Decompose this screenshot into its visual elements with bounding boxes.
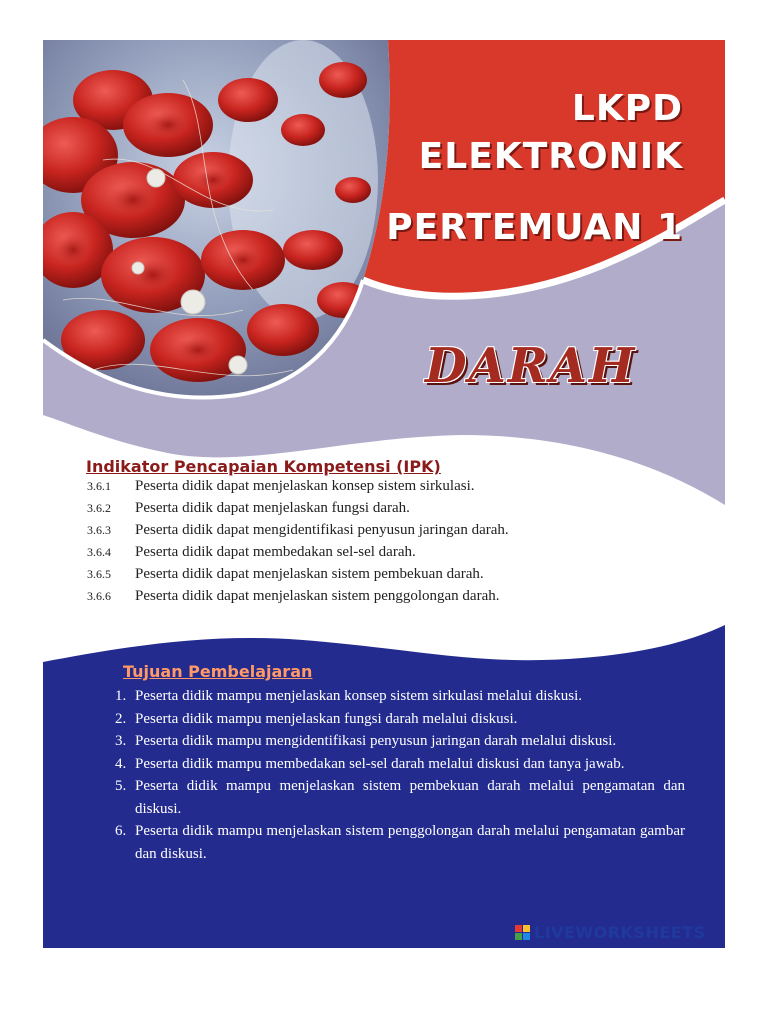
tujuan-text: Peserta didik mampu menjelaskan fungsi darah melalui diskusi. <box>135 710 518 727</box>
ipk-text: Peserta didik dapat menjelaskan konsep sistem sirkulasi. <box>135 478 475 494</box>
worksheet-cover-page <box>43 40 725 948</box>
ipk-text: Peserta didik dapat mengidentifikasi penyusun jaringan darah. <box>135 522 509 538</box>
logo-square <box>523 933 530 940</box>
ipk-text: Peserta didik dapat menjelaskan sistem pembekuan darah. <box>135 566 484 582</box>
tujuan-number: 3. <box>115 733 127 749</box>
ipk-number: 3.6.4 <box>87 545 111 559</box>
ipk-text: Peserta didik dapat membedakan sel-sel darah. <box>135 544 416 560</box>
tujuan-text: Peserta didik mampu membedakan sel-sel darah melalui diskusi dan tanya jawab. <box>135 755 625 772</box>
ipk-heading: Indikator Pencapaian Kompetensi (IPK) <box>86 457 441 476</box>
ipk-number: 3.6.2 <box>87 501 111 515</box>
ipk-text: Peserta didik dapat menjelaskan sistem penggolongan darah. <box>135 588 500 604</box>
logo-square <box>515 925 522 932</box>
title-lkpd: LKPD <box>571 88 683 129</box>
liveworksheets-watermark[interactable] <box>515 923 706 942</box>
tujuan-text: Peserta didik mampu mengidentifikasi penyusun jaringan darah melalui diskusi. <box>135 733 617 749</box>
watermark-text: LIVEWORKSHEETS <box>534 923 706 942</box>
tujuan-item <box>115 775 685 820</box>
tujuan-text: Peserta didik mampu menjelaskan sistem pembekuan darah melalui pengamatan dan diskusi. <box>135 778 685 817</box>
ipk-number: 3.6.3 <box>87 523 111 537</box>
tujuan-item <box>115 730 685 753</box>
tujuan-heading: Tujuan Pembelajaran <box>123 662 313 681</box>
tujuan-list <box>115 685 685 865</box>
ipk-text: Peserta didik dapat menjelaskan fungsi darah. <box>135 500 410 516</box>
tujuan-item <box>115 820 685 865</box>
tujuan-item <box>115 708 685 731</box>
ipk-item <box>87 588 687 610</box>
title-pertemuan: PERTEMUAN 1 <box>386 207 683 248</box>
ipk-list <box>87 478 687 610</box>
subject-title: DARAH <box>425 338 637 394</box>
ipk-number: 3.6.5 <box>87 567 111 581</box>
tujuan-number: 2. <box>115 710 127 727</box>
ipk-number: 3.6.6 <box>87 589 111 603</box>
tujuan-text: Peserta didik mampu menjelaskan konsep sistem sirkulasi melalui diskusi. <box>135 688 583 704</box>
title-elektronik: ELEKTRONIK <box>418 136 683 177</box>
tujuan-number: 1. <box>115 688 127 704</box>
ipk-number: 3.6.1 <box>87 479 111 493</box>
ipk-item <box>87 544 687 566</box>
ipk-item <box>87 500 687 522</box>
ipk-item <box>87 478 687 500</box>
tujuan-number: 4. <box>115 755 127 772</box>
ipk-item <box>87 566 687 588</box>
logo-square <box>523 925 530 932</box>
logo-square <box>515 933 522 940</box>
tujuan-item <box>115 753 685 776</box>
tujuan-number: 6. <box>115 823 127 839</box>
tujuan-text: Peserta didik mampu menjelaskan sistem penggolongan darah melalui pengamatan gambar dan diskusi. <box>135 823 685 862</box>
ipk-item <box>87 522 687 544</box>
tujuan-item <box>115 685 685 708</box>
tujuan-number: 5. <box>115 778 127 794</box>
liveworksheets-logo-icon <box>515 925 530 940</box>
